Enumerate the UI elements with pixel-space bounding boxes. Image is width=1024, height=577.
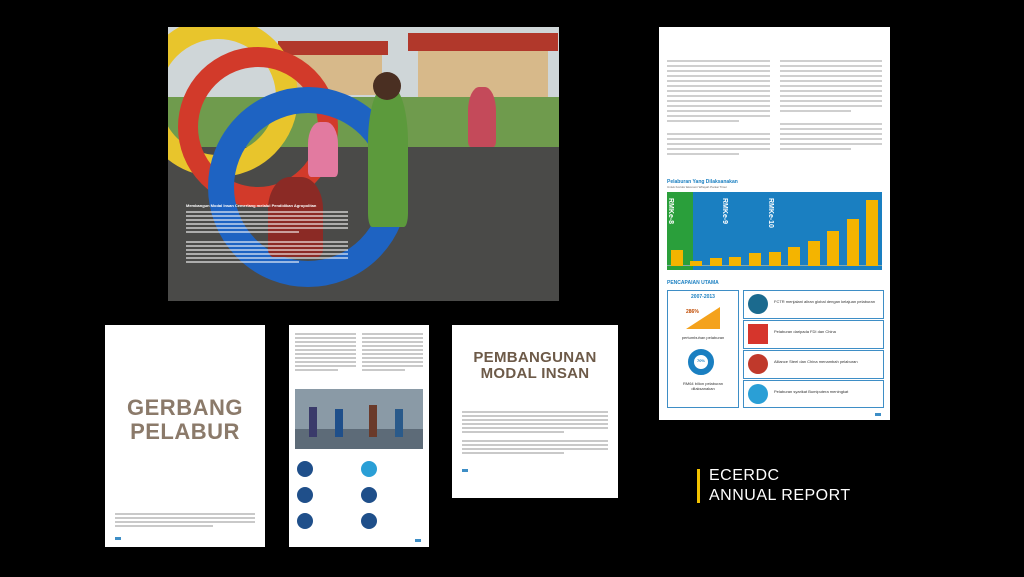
people-icon: [297, 461, 313, 477]
page-number-mark: [462, 469, 468, 472]
chart-bar: [769, 252, 781, 266]
child-figure: [468, 87, 496, 147]
rmk-label: RMKe-10: [767, 198, 774, 228]
achievement-item: FCTR menjalani aliran global dengan kelajuan pelaburan: [743, 290, 884, 319]
report-page: [659, 27, 890, 420]
period-label: 2007-2013: [691, 294, 715, 300]
cover-title-line1: GERBANG: [127, 395, 243, 420]
stat-donut-label: RM64 bilion pelaburan dilaksanakan: [682, 381, 724, 391]
investment-chart: [667, 192, 882, 272]
child-figure: [308, 122, 338, 177]
hero-spread-photo: [168, 27, 559, 301]
achievement-item: Pelaburan daripada FDI dan China: [743, 320, 884, 349]
chart-bar: [827, 231, 839, 266]
car-icon: [297, 487, 313, 503]
brand-line1: ECERDC: [709, 467, 780, 484]
event-photo: [295, 389, 423, 449]
rmk-label: RMKe-8: [667, 198, 674, 225]
child-figure: [368, 87, 408, 227]
chart-bar: [788, 247, 800, 266]
icon-grid: [295, 459, 423, 539]
stat-pct-label: pertumbuhan pelaburan: [681, 335, 725, 340]
rmk-band: [763, 192, 882, 270]
chart-bar: [847, 219, 859, 266]
cover-title-line1: PEMBANGUNAN: [473, 349, 597, 366]
body-text-columns: [295, 331, 423, 373]
achievement-item: Alliance Steel dan China menambah pelaburan: [743, 350, 884, 379]
cover-title-line2: PELABUR: [130, 419, 240, 444]
chart-bar: [671, 250, 683, 266]
pelabur-detail-page: [289, 325, 429, 547]
building-icon: [361, 487, 377, 503]
chart-pie-icon: [748, 384, 768, 404]
stat-pct: 286%: [686, 309, 699, 315]
gerbang-pelabur-page: [105, 325, 265, 547]
intro-text: [115, 511, 255, 529]
accent-bar: [697, 469, 700, 503]
stat-donut: 70%: [696, 358, 705, 363]
chart-bar: [729, 257, 741, 266]
rmk-label: RMKe-9: [721, 198, 728, 225]
page-number-mark: [415, 539, 421, 542]
chart-title: Pelaburan Yang Dilaksanakan: [667, 179, 738, 185]
factory-icon: [361, 513, 377, 529]
body-text-columns: [667, 57, 882, 158]
intro-text: [462, 409, 608, 456]
company-logo-icon: [748, 354, 768, 374]
page-number-mark: [875, 413, 881, 416]
pembangunan-modal-insan-page: [452, 325, 618, 498]
chart-bar: [710, 258, 722, 266]
brand-line2: ANNUAL REPORT: [709, 487, 851, 504]
award-icon: [361, 461, 377, 477]
flag-icon: [748, 324, 768, 344]
section-title: PENCAPAIAN UTAMA: [667, 280, 719, 286]
caption-title: Membangun Modal Insan Cemerlang melalui Pendidikan Agropolitan: [186, 203, 317, 208]
globe-icon: [748, 294, 768, 314]
achievement-item: Pelaburan syarikat Bumiputera meningkat: [743, 380, 884, 408]
hero-caption: [186, 203, 348, 265]
chart-bar: [866, 200, 878, 266]
period-box: [667, 290, 739, 408]
chart-bar: [690, 261, 702, 266]
chart-bar: [808, 241, 820, 266]
page-number-mark: [115, 537, 121, 540]
child-head: [373, 72, 401, 100]
chart-subtitle: Untuk Koridor Ekonomi Wilayah Pantai Timur: [667, 185, 728, 189]
house-roof: [278, 41, 388, 55]
achievements-panel: [667, 290, 882, 408]
chart-bar: [749, 253, 761, 266]
cover-title-line2: MODAL INSAN: [480, 365, 590, 382]
house-roof: [408, 33, 558, 51]
people-icon: [297, 513, 313, 529]
